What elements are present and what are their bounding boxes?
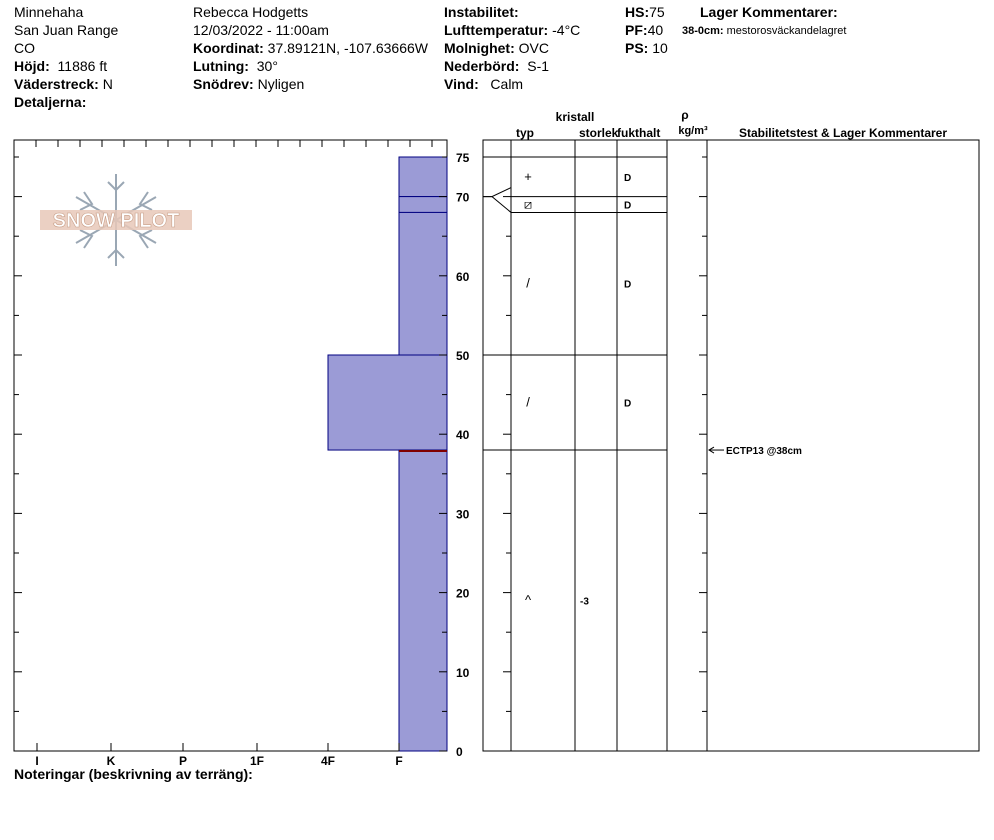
coord-value: 37.89121N, -107.63666W [267, 40, 428, 56]
layer-comments-title: Lager Kommentarer: [700, 4, 838, 20]
y-tick-label: 60 [456, 269, 470, 284]
layer-connector [483, 197, 511, 213]
aspect-label: Väderstreck: [14, 76, 99, 92]
drift-label: Snödrev: [193, 76, 254, 92]
y-tick-label: 70 [456, 190, 470, 205]
grain-symbol: / [526, 275, 530, 291]
col-type: typ [516, 126, 534, 140]
moisture-value: D [624, 279, 632, 291]
wind-label: Vind: [444, 76, 479, 92]
x-tick-label: 1F [249, 754, 265, 768]
slope-value: 30° [256, 58, 278, 74]
ps-label: PS: [625, 40, 649, 56]
y-tick-label: 0 [456, 745, 463, 759]
range: San Juan Range [14, 22, 119, 38]
layer-bar [399, 197, 447, 213]
y-tick-label: 30 [456, 507, 470, 522]
y-tick-label: 75 [456, 151, 470, 165]
layer-connector [483, 188, 511, 197]
col-size: storlek [579, 126, 619, 140]
elevation-value: 11886 ft [57, 58, 108, 74]
grain-symbol: + [524, 168, 532, 184]
moisture-value: D [624, 398, 632, 410]
y-tick-label: 20 [456, 586, 470, 601]
wind-value: Calm [490, 76, 524, 92]
precip-label: Nederbörd: [444, 58, 520, 74]
instability-label: Instabilitet: [444, 4, 519, 20]
moisture-value: D [624, 200, 632, 212]
y-tick-label: 10 [456, 665, 470, 680]
precip-value: S-1 [527, 58, 550, 74]
x-tick-label: 4F [320, 754, 336, 768]
x-tick-label: P [178, 754, 188, 768]
airtemp-label: Lufttemperatur: [444, 22, 549, 38]
x-tick-label: F [395, 754, 403, 768]
datetime: 12/03/2022 - 11:00am [193, 22, 329, 38]
moisture-value: D [624, 172, 632, 184]
x-tick-label: I [35, 754, 39, 768]
grain-size: -3 [580, 596, 589, 608]
layer-comment-depth: 38-0cm: [682, 25, 724, 37]
grain-symbol: ⧄ [523, 196, 533, 212]
airtemp-value: -4°C [552, 22, 581, 38]
col-stability: Stabilitetstest & Lager Kommentarer [738, 126, 948, 140]
coord-label: Koordinat: [193, 40, 264, 56]
stability-test-label: ECTP13 @38cm [726, 446, 802, 458]
hs-value: 75 [649, 4, 665, 20]
details-label: Detaljerna: [14, 94, 87, 110]
observer: Rebecca Hodgetts [193, 4, 309, 20]
ps-value: 10 [652, 40, 668, 56]
y-tick-label: 40 [456, 428, 470, 443]
layer-bar [399, 157, 447, 197]
aspect-value: N [102, 76, 113, 92]
pf-label: PF: [625, 22, 648, 38]
sky-label: Molnighet: [444, 40, 515, 56]
drift-value: Nyligen [257, 76, 305, 92]
layer-bar [328, 355, 447, 450]
elevation-label: Höjd: [14, 58, 50, 74]
col-density-unit: kg/m³ [678, 125, 708, 137]
layer-comment-text: mestorosväckandelagret [726, 25, 847, 37]
y-tick-label: 50 [456, 349, 470, 363]
pf-value: 40 [647, 22, 664, 38]
layer-bar [399, 212, 447, 355]
location: Minnehaha [14, 4, 84, 20]
notes-label: Noteringar (beskrivning av terräng): [14, 766, 253, 782]
sky-value: OVC [518, 40, 549, 56]
x-tick-label: K [106, 754, 116, 768]
logo-text: SNOW PILOT [52, 210, 180, 232]
layer-bar [399, 450, 447, 751]
col-rho: ρ [681, 108, 689, 122]
slope-label: Lutning: [193, 58, 249, 74]
state: CO [14, 40, 35, 56]
hs-label: HS: [625, 4, 650, 20]
grain-symbol: / [526, 394, 530, 410]
grain-symbol: ^ [524, 592, 532, 608]
col-moisture: fukthalt [617, 126, 661, 140]
col-crystal: kristall [555, 110, 595, 124]
